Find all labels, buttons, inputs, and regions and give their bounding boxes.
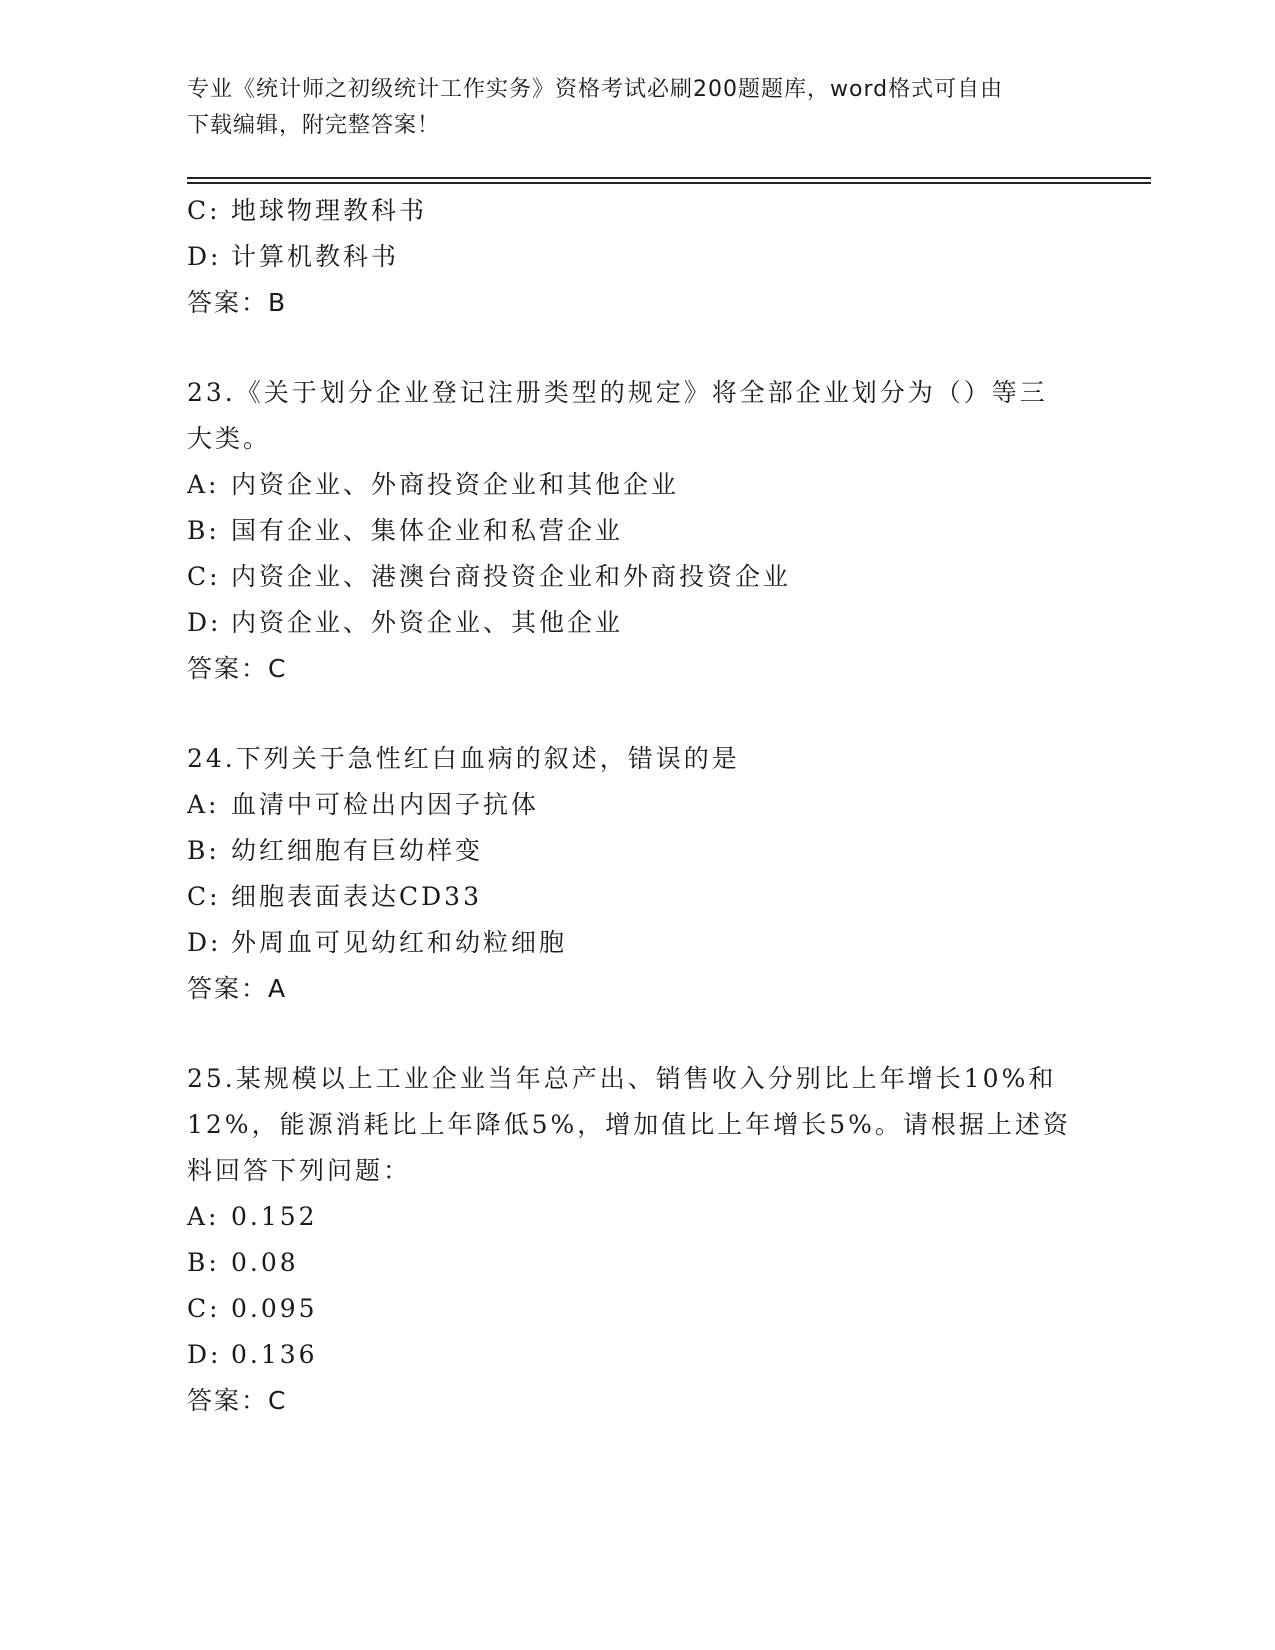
option-key: B:: [187, 1248, 220, 1277]
question-stem: 25.某规模以上工业企业当年总产出、销售收入分别比上年增长10%和: [187, 1064, 1057, 1093]
option-line: [187, 874, 1087, 920]
option-key: D:: [187, 608, 222, 637]
question-24: [187, 736, 1087, 1012]
previous-question-tail: [187, 188, 1087, 326]
option-text: 细胞表面表达CD33: [231, 882, 482, 911]
option-line: [187, 508, 1087, 554]
option-text: 外周血可见幼红和幼粒细胞: [231, 928, 568, 957]
header-line-1: 专业《统计师之初级统计工作实务》资格考试必刷200题题库，word格式可自由: [187, 77, 1004, 102]
option-text: 0.152: [231, 1202, 318, 1231]
option-line: [187, 600, 1087, 646]
option-key: D:: [187, 928, 222, 957]
option-text: 内资企业、外商投资企业和其他企业: [231, 470, 680, 499]
question-stem: 大类。: [187, 424, 272, 453]
option-key: A:: [187, 470, 220, 499]
option-text: 0.095: [231, 1294, 318, 1323]
answer-line: 答案：B: [187, 288, 288, 317]
option-text: 0.08: [231, 1248, 299, 1277]
option-key: C:: [187, 196, 221, 225]
option-line: [187, 188, 1087, 234]
option-key: D:: [187, 1340, 222, 1369]
option-text: 血清中可检出内因子抗体: [231, 790, 540, 819]
option-key: B:: [187, 836, 220, 865]
question-stem: 12%，能源消耗比上年降低5%，增加值比上年增长5%。请根据上述资: [187, 1110, 1071, 1139]
option-text: 国有企业、集体企业和私营企业: [231, 516, 624, 545]
option-line: [187, 554, 1087, 600]
option-line: [187, 828, 1087, 874]
option-key: B:: [187, 516, 220, 545]
option-text: 幼红细胞有巨幼样变: [231, 836, 484, 865]
option-key: A:: [187, 790, 220, 819]
header-line-2: 下载编辑，附完整答案！: [187, 113, 441, 138]
question-content: [187, 188, 1087, 1424]
option-key: C:: [187, 882, 221, 911]
option-line: [187, 782, 1087, 828]
option-key: A:: [187, 1202, 220, 1231]
option-key: C:: [187, 562, 221, 591]
option-line: [187, 1332, 1087, 1378]
answer-line: 答案：A: [187, 974, 288, 1003]
header-rule-top: [187, 177, 1151, 179]
document-header: [187, 72, 1087, 144]
question-stem: 24.下列关于急性红白血病的叙述，错误的是: [187, 744, 740, 773]
option-text: 内资企业、外资企业、其他企业: [231, 608, 624, 637]
option-text: 内资企业、港澳台商投资企业和外商投资企业: [231, 562, 792, 591]
option-line: [187, 234, 1087, 280]
question-stem: 料回答下列问题：: [187, 1156, 412, 1185]
option-line: [187, 920, 1087, 966]
option-text: 0.136: [231, 1340, 318, 1369]
option-line: [187, 1286, 1087, 1332]
option-text: 计算机教科书: [231, 242, 400, 271]
question-stem: 23.《关于划分企业登记注册类型的规定》将全部企业划分为（）等三: [187, 378, 1048, 407]
answer-line: 答案：C: [187, 1386, 288, 1415]
option-key: C:: [187, 1294, 221, 1323]
header-rule-bottom: [187, 182, 1151, 184]
option-text: 地球物理教科书: [231, 196, 428, 225]
option-key: D:: [187, 242, 222, 271]
answer-line: 答案：C: [187, 654, 288, 683]
question-25: [187, 1056, 1087, 1424]
question-23: [187, 370, 1087, 692]
option-line: [187, 462, 1087, 508]
option-line: [187, 1240, 1087, 1286]
option-line: [187, 1194, 1087, 1240]
